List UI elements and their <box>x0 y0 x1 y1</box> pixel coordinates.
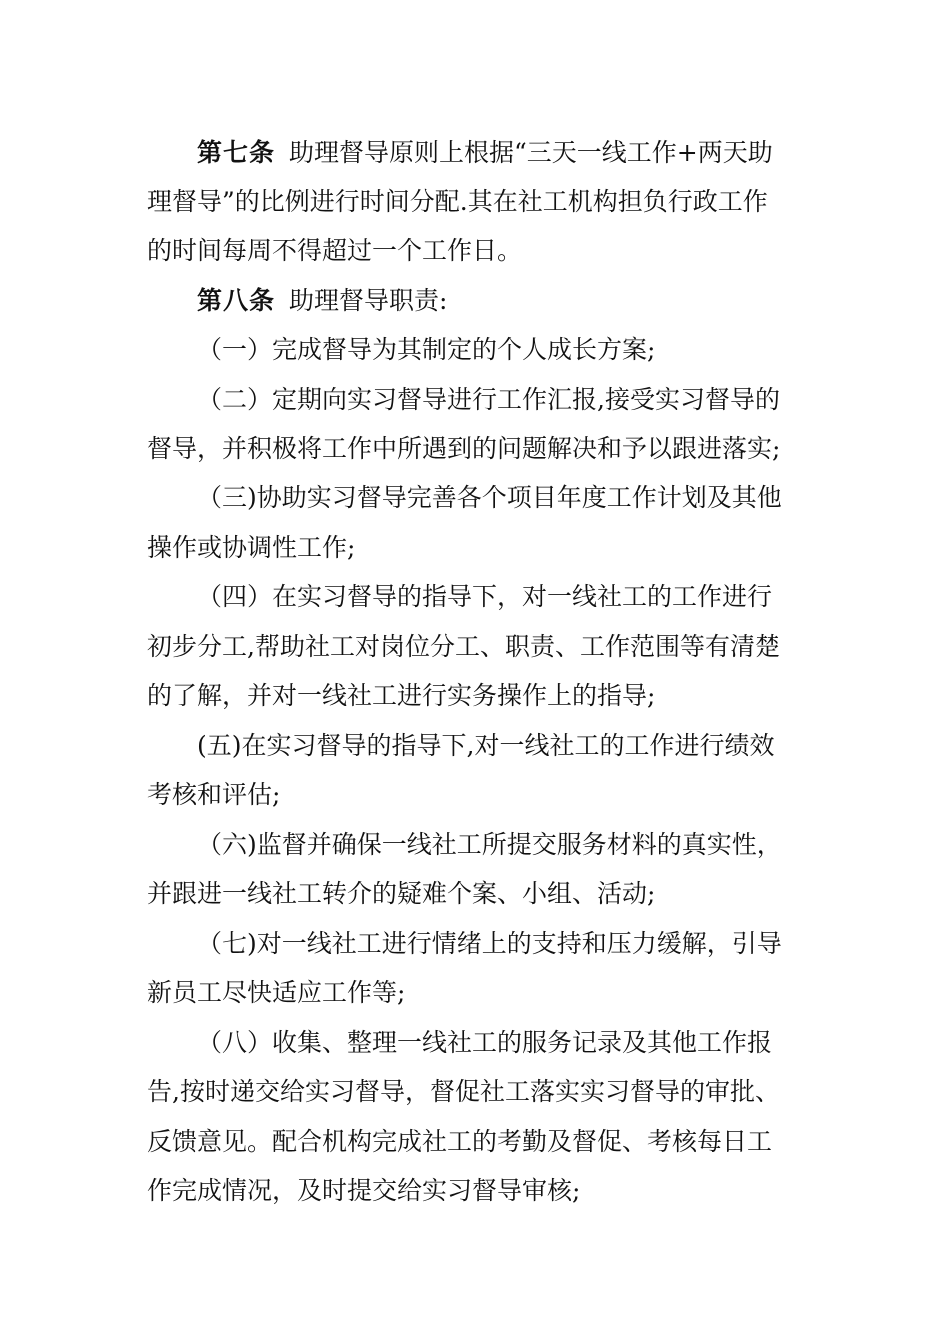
item-3-line-1: （三)协助实习督导完善各个项目年度工作计划及其他 <box>197 483 782 512</box>
item-1-line-1: （一）完成督导为其制定的个人成长方案; <box>197 335 656 364</box>
item-8-line-4: 作完成情况，及时提交给实习督导审核; <box>147 1176 581 1205</box>
item-6-line-2: 并跟进一线社工转介的疑难个案、小组、活动; <box>147 879 656 908</box>
article-8-label: 第八条 <box>197 286 276 315</box>
item-3-line-2: 操作或协调性工作; <box>147 533 356 562</box>
article-8-text: 助理督导职责: <box>289 286 448 315</box>
item-7-line-1: （七)对一线社工进行情绪上的支持和压力缓解，引导 <box>197 929 782 958</box>
article-7-line-3: 的时间每周不得超过一个工作日。 <box>147 236 523 265</box>
item-8-line-3: 反馈意见。配合机构完成社工的考勤及督促、考核每日工 <box>147 1127 773 1156</box>
item-8-line-2: 告,按时递交给实习督导，督促社工落实实习督导的审批、 <box>147 1077 780 1106</box>
item-4-line-1: （四）在实习督导的指导下，对一线社工的工作进行 <box>197 582 773 611</box>
item-2-line-1: （二）定期向实习督导进行工作汇报,接受实习督导的 <box>197 385 780 414</box>
item-4-line-2: 初步分工,帮助社工对岗位分工、职责、工作范围等有清楚 <box>147 632 780 661</box>
item-4-line-3: 的了解，并对一线社工进行实务操作上的指导; <box>147 681 656 710</box>
item-8-line-1: （八）收集、整理一线社工的服务记录及其他工作报 <box>197 1028 773 1057</box>
article-7-text: 助理督导原则上根据“三天一线工作+两天助 <box>289 138 773 167</box>
article-8-line-1 <box>197 284 807 318</box>
item-7-line-2: 新员工尽快适应工作等; <box>147 978 406 1007</box>
article-7-line-2: 理督导”的比例进行时间分配.其在社工机构担负行政工作 <box>147 187 768 216</box>
item-5-line-2: 考核和评估; <box>147 780 281 809</box>
item-2-line-2: 督导，并积极将工作中所遇到的问题解决和予以跟进落实; <box>147 434 781 463</box>
item-5-line-1: (五)在实习督导的指导下,对一线社工的工作进行绩效 <box>197 731 775 760</box>
article-7-label: 第七条 <box>197 138 276 167</box>
article-7-line-1 <box>197 136 807 170</box>
item-6-line-1: （六)监督并确保一线社工所提交服务材料的真实性， <box>197 830 782 859</box>
